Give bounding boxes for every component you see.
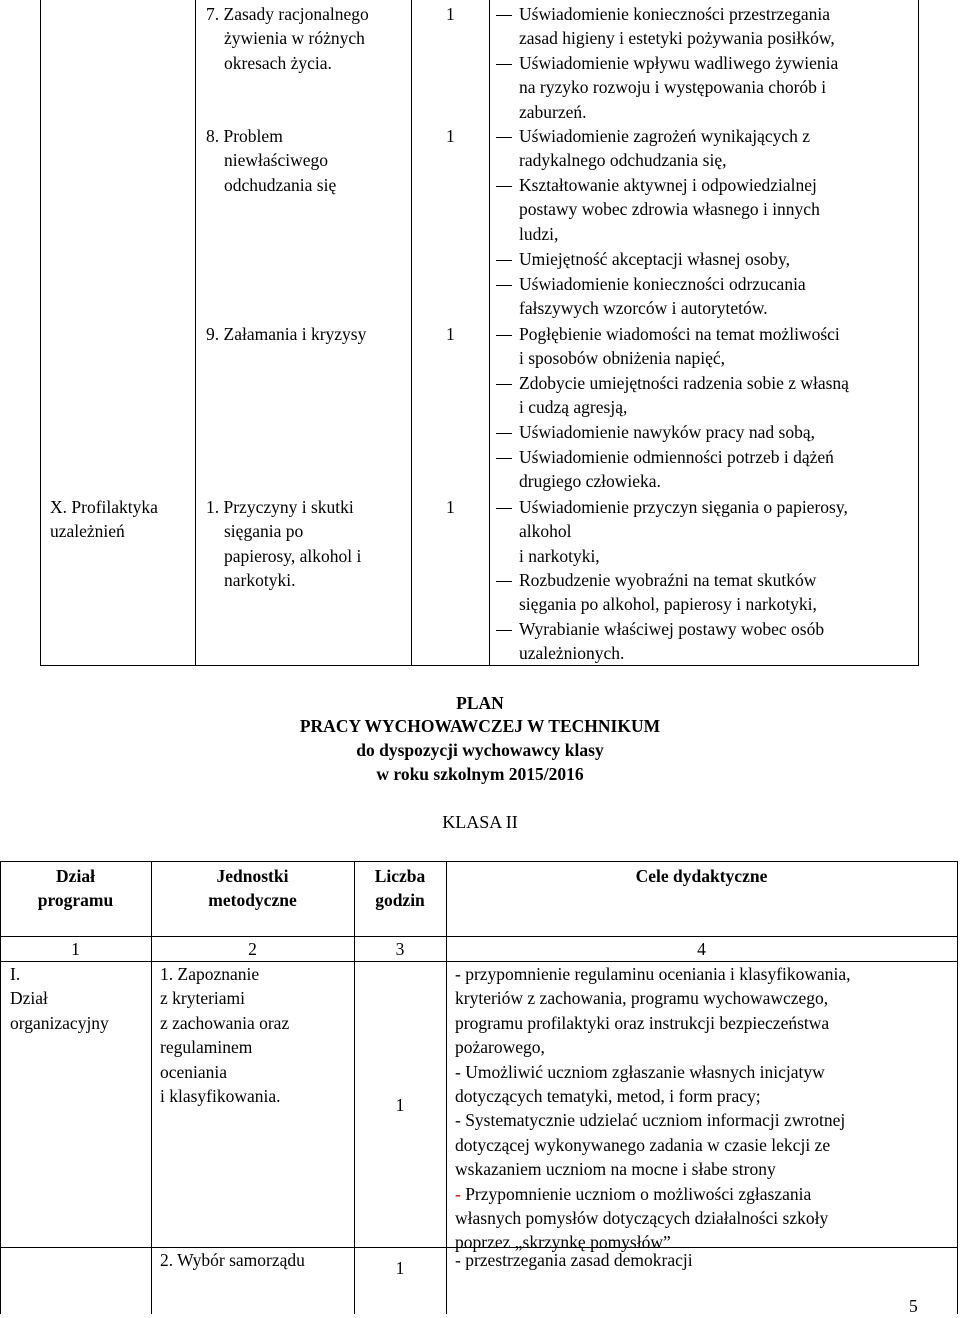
goal-item: Uświadomienie konieczności odrzucania fałszywych wzorców i autorytetów. bbox=[519, 274, 806, 319]
header-cele: Cele dydaktyczne bbox=[635, 866, 768, 886]
unit-7: 7. Zasady racjonalnego żywienia w różnych okresach życia. bbox=[206, 4, 369, 73]
row1-unit: 1. Zapoznanie z kryteriami z zachowania oraz regulaminem oceniania i klasyfikowania. bbox=[160, 964, 290, 1107]
row1-dzial: I. Dział organizacyjny bbox=[10, 964, 109, 1033]
goal-item: Rozbudzenie wyobraźni na temat skutków sięgania po alkohol, papierosy i narkotyki, bbox=[519, 570, 817, 615]
goal-item: Uświadomienie przyczyn sięgania o papierosy, alkohol i narkotyki, bbox=[519, 497, 848, 566]
goal-item: Umiejętność akceptacji własnej osoby, bbox=[519, 249, 791, 269]
unit-8: 8. Problem niewłaściwego odchudzania się bbox=[206, 126, 337, 195]
plan-line-4: w roku szkolnym 2015/2016 bbox=[376, 764, 584, 784]
page-number: 5 bbox=[909, 1296, 918, 1316]
klasa-label: KLASA II bbox=[442, 812, 518, 832]
goal-item: Kształtowanie aktywnej i odpowiedzialnej postawy wobec zdrowia własnego i innych ludzi, bbox=[519, 175, 820, 244]
plan-line-1: PLAN bbox=[456, 693, 504, 713]
row1-hours: 1 bbox=[395, 1095, 405, 1115]
row2-hours: 1 bbox=[395, 1258, 405, 1278]
goal-item: Uświadomienie nawyków pracy nad sobą, bbox=[519, 422, 815, 442]
row2-goal: - przestrzegania zasad demokracji bbox=[455, 1250, 693, 1270]
header-dzial: Dział programu bbox=[37, 866, 114, 911]
goal-item: Uświadomienie wpływu wadliwego żywienia na ryzyko rozwoju i występowania chorób i zaburzeń. bbox=[519, 53, 839, 122]
unit-9: 9. Załamania i kryzysy bbox=[206, 324, 367, 344]
plan-line-2: PRACY WYCHOWAWCZEJ W TECHNIKUM bbox=[299, 716, 661, 736]
header-jednostki: Jednostki metodyczne bbox=[208, 866, 297, 911]
hours-8: 1 bbox=[446, 126, 455, 146]
goal-item: Wyrabianie właściwej postawy wobec osób uzależnionych. bbox=[519, 619, 825, 664]
unit-x-1: 1. Przyczyny i skutki sięgania po papierosy, alkohol i narkotyki. bbox=[206, 497, 362, 591]
goal-item: Zdobycie umiejętności radzenia sobie z własną i cudzą agresją, bbox=[519, 373, 849, 418]
hours-x-1: 1 bbox=[446, 497, 455, 517]
plan-line-3: do dyspozycji wychowawcy klasy bbox=[356, 740, 604, 760]
goal-item: Pogłębienie wiadomości na temat możliwości i sposobów obniżenia napięć, bbox=[519, 324, 840, 369]
goal-reminder-text: Przypomnienie uczniom o możliwości zgłaszania bbox=[460, 1183, 812, 1204]
hours-7: 1 bbox=[446, 4, 455, 24]
col-number-4: 4 bbox=[697, 939, 706, 959]
goal-item: Uświadomienie zagrożeń wynikających z radykalnego odchudzania się, bbox=[519, 126, 811, 171]
col-number-3: 3 bbox=[395, 939, 405, 959]
header-liczba: Liczba godzin bbox=[374, 866, 426, 911]
section-x-title: X. Profilaktyka uzależnień bbox=[50, 497, 158, 542]
col-number-1: 1 bbox=[71, 939, 80, 959]
goal-item: Uświadomienie odmienności potrzeb i dążeń drugiego człowieka. bbox=[519, 447, 834, 492]
hours-9: 1 bbox=[446, 324, 455, 344]
goal-item: Uświadomienie konieczności przestrzegania zasad higieny i estetyki pożywania posiłków, bbox=[519, 4, 835, 49]
row1-goals: - przypomnienie regulaminu oceniania i klasyfikowania, kryteriów z zachowania, programu wychowawczego, programu profilaktyki oraz instrukcji bezpieczeństwa pożarowego, - Umożliwić uczniom zgłaszanie własnych inicjatyw dotyczących tematyki, metod, i form pracy; - Systematycznie udzielać uczniom informacji zwrotnej dotyczącej wykonywanego zadania w czasie lekcji ze wskazaniem uczniom na mocne i słabe strony - Przypomnienie uczniom o możliwości zgłaszania własnych pomysłów dotyczących działalności szkoły poprzez „skrzynkę pomysłów” bbox=[455, 964, 851, 1253]
row2-unit: 2. Wybór samorządu bbox=[160, 1250, 305, 1270]
col-number-2: 2 bbox=[248, 939, 257, 959]
